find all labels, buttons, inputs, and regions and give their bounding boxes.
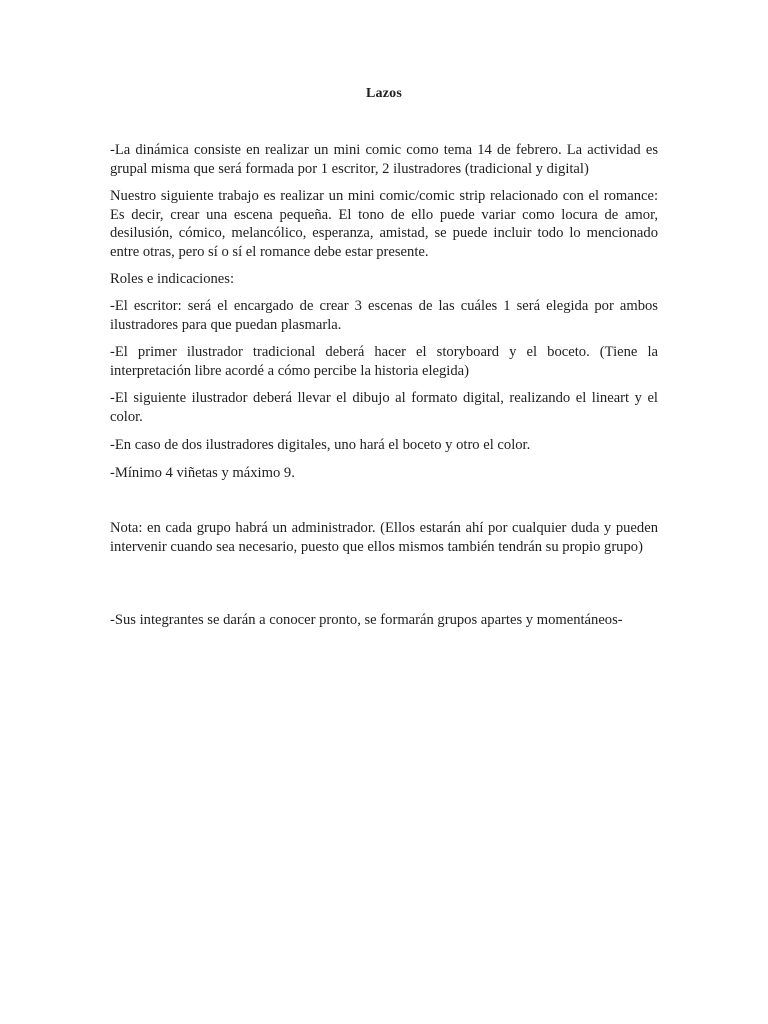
- paragraph-members: -Sus integrantes se darán a conocer pronto, se formarán grupos apartes y momentáneos-: [110, 612, 623, 628]
- paragraph-roles-heading: Roles e indicaciones:: [110, 271, 235, 287]
- paragraph-panel-count: -Mínimo 4 viñetas y máximo 9.: [110, 465, 295, 481]
- paragraph-writer-role: -El escritor: será el encargado de crear 3 escenas de las cuáles 1 será elegida por ambos ilustradores para que puedan plasmarla.: [110, 298, 658, 333]
- paragraph-digital-illustrator-role: -El siguiente ilustrador deberá llevar el dibujo al formato digital, realizando el lineart y el color.: [110, 390, 658, 425]
- paragraph-dynamics: -La dinámica consiste en realizar un mini comic como tema 14 de febrero. La actividad es grupal misma que será formada por 1 escritor, 2 ilustradores (tradicional y digital): [110, 142, 658, 177]
- paragraph-two-digital-case: -En caso de dos ilustradores digitales, uno hará el boceto y otro el color.: [110, 437, 531, 453]
- paragraph-description: Nuestro siguiente trabajo es realizar un mini comic/comic strip relacionado con el romance: Es decir, crear una escena pequeña. El tono de ello puede variar como locura de amor, desilusión, cómico, melancólico, esperanza, amistad, se puede incluir todo lo mencionado entre otras, pero sí o sí el romance debe estar presente.: [110, 188, 658, 260]
- paragraph-traditional-illustrator-role: -El primer ilustrador tradicional deberá hacer el storyboard y el boceto. (Tiene la interpretación libre acordé a cómo percibe la historia elegida): [110, 344, 658, 379]
- document-title: Lazos: [366, 86, 402, 101]
- paragraph-note: Nota: en cada grupo habrá un administrador. (Ellos estarán ahí por cualquier duda y pueden intervenir cuando sea necesario, puesto que ellos mismos también tendrán su propio grupo): [110, 520, 658, 555]
